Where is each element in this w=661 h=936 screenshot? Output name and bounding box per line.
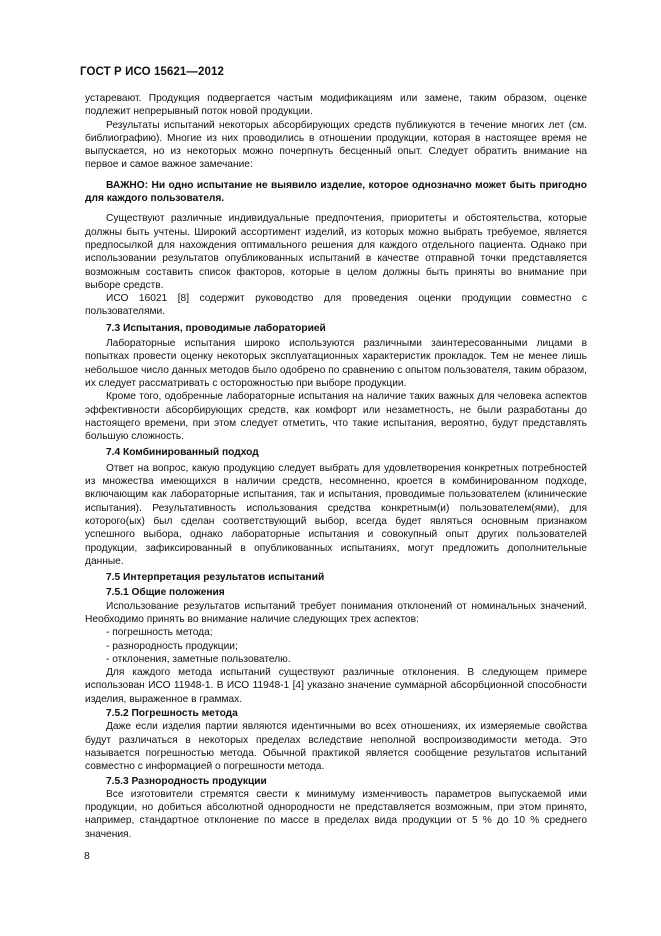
subsection-heading-7-5-3: 7.5.3 Разнородность продукции: [106, 775, 267, 787]
subsection-heading-7-5-1: 7.5.1 Общие положения: [106, 587, 225, 599]
subsection-heading-7-5-2: 7.5.2 Погрешность метода: [106, 708, 238, 720]
important-note: ВАЖНО: Ни одно испытание не выявило изделие, которое однозначно может быть пригодно для каждого пользователя.: [85, 179, 587, 205]
list-item: - разнородность продукции;: [106, 640, 238, 652]
section-heading-7-5: 7.5 Интерпретация результатов испытаний: [106, 572, 325, 584]
list-item: - отклонения, заметные пользователю.: [106, 653, 291, 665]
paragraph: Для каждого метода испытаний существуют различные отклонения. В следующем примере использован ИСО 11948-1. В ИСО 11948-1 [4] указано значение суммарной абсорбционной способности изделия, выраженное в граммах.: [85, 667, 587, 705]
paragraph: Кроме того, одобренные лабораторные испытания на наличие таких важных для человека аспектов эффективности абсорбирующих средств, как комфорт или незаметность, не были разработаны до настоящего времени, при этом следует отметить, что такие испытания, вероятно, будут представлять большую сложность.: [85, 391, 587, 443]
paragraph: Использование результатов испытаний требует понимания отклонений от номинальных значений. Необходимо принять во внимание наличие следующих трех аспектов:: [85, 600, 587, 625]
document-body: [85, 92, 587, 841]
list-item: - погрешность метода;: [106, 627, 213, 639]
paragraph: Результаты испытаний некоторых абсорбирующих средств публикуются в течение многих лет (см. библиографию). Многие из них проводились в отношении продукции, которая в настоящее время не выпускается, но из некоторых можно почерпнуть бесценный опыт. Следует обратить внимание на первое и самое важное замечание:: [85, 119, 587, 171]
paragraph: устаревают. Продукция подвергается частым модификациям или замене, таким образом, оценке подлежит непрерывный поток новой продукции.: [85, 93, 587, 118]
section-heading-7-3: 7.3 Испытания, проводимые лабораторией: [106, 322, 326, 334]
document-header: ГОСТ Р ИСО 15621—2012: [80, 66, 225, 78]
paragraph: Все изготовители стремятся свести к минимуму изменчивость параметров выпускаемой ими продукции, но добиться абсолютной однородности не представляется возможным, при этом принято, например, стандартное отклонение по массе в пределах вида продукции от 5 % до 10 % среднего значения.: [85, 788, 587, 840]
page-number: 8: [84, 850, 90, 862]
paragraph: Даже если изделия партии являются идентичными во всех отношениях, их измеряемые свойства будут различаться в некоторых пределах вследствие неполной воспроизводимости метода. Это называется погрешностью метода. Обычной практикой является сообщение результатов испытаний совместно с информацией о погрешности метода.: [85, 721, 587, 773]
section-heading-7-4: 7.4 Комбинированный подход: [106, 447, 259, 459]
paragraph: ИСО 16021 [8] содержит руководство для проведения оценки продукции совместно с пользователями.: [85, 293, 587, 318]
paragraph: Существуют различные индивидуальные предпочтения, приоритеты и обстоятельства, которые должны быть учтены. Широкий ассортимент изделий, из которых можно выбрать требуемое, является предпосылкой для нахождения оптимального решения для каждого отдельного пациента. Однако при использовании результатов опубликованных испытаний в качестве отправной точки представляется возможным составить список факторов, которые в целом должны быть приняты во внимание при выборе средств.: [85, 213, 587, 291]
paragraph: Ответ на вопрос, какую продукцию следует выбрать для удовлетворения конкретных потребностей из множества имеющихся в наличии средств, несомненно, кроется в комбинированном подходе, включающим как лабораторные испытания, так и испытания, проводимые пользователем (клинические испытания). Результативность использования средства конкретным(и) пользователем(ями), для которого(ых) был сделан соответствующий выбор, всегда будет являться основным признаком успешного выбора, однако лабораторные испытания и совокупный опыт других пользователей продукции, зафиксированный в опубликованных испытаниях, могут предложить дополнительные данные.: [85, 462, 587, 567]
paragraph: Лабораторные испытания широко используются различными заинтересованными лицами в попытках провести оценку некоторых эксплуатационных характеристик прокладок. Тем не менее лишь небольшое число данных методов было одобрено по сравнению с опытом пользователя, таким образом, их следует рассматривать с осторожностью при выборе продукции.: [85, 338, 587, 389]
